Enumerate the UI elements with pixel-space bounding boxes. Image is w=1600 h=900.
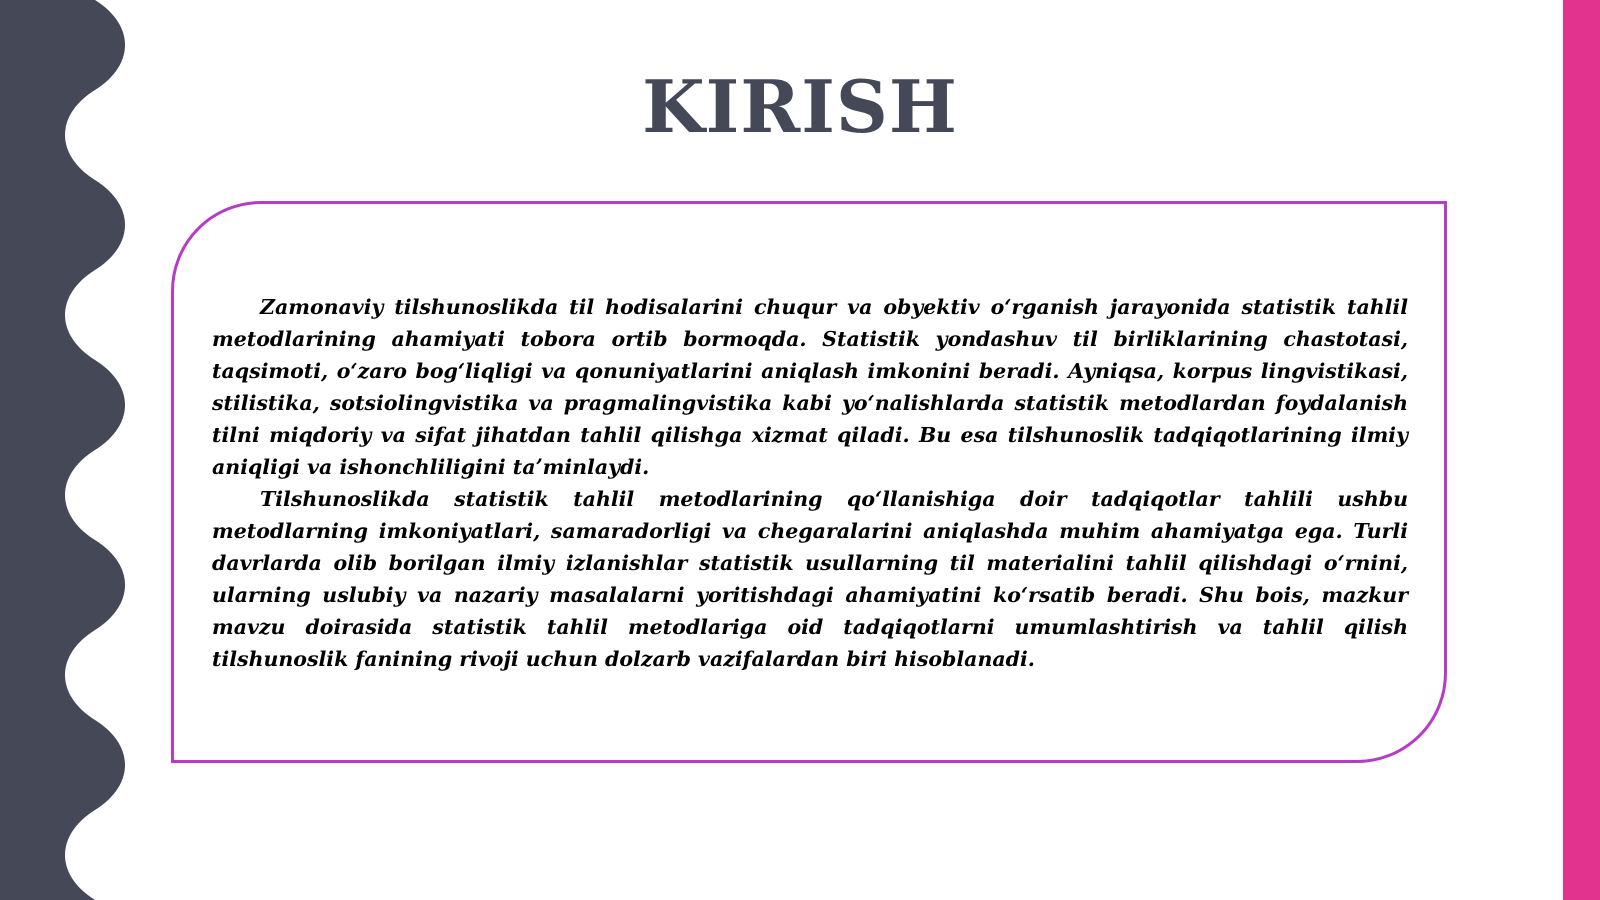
paragraph-2: Tilshunoslikda statistik tahlil metodlarining qoʻllanishiga doir tadqiqotlar tahlili ushbu metodlarning imkoniyatlari, samaradorligi va chegaralarini aniqlashda muhim ahamiyatga ega. Turli davrlarda olib borilgan ilmiy izlanishlar statistik usullarning til materialini tahlil qilishdagi oʻrnini, ularning uslubiy va nazariy masalalarni yoritishdagi ahamiyatini koʻrsatib beradi. Shu bois, mazkur mavzu doirasida statistik tahlil metodlariga oid tadqiqotlarni umumlashtirish va tahlil qilish tilshunoslik fanining rivoji uchun dolzarb vazifalardan biri hisoblanadi. bbox=[212, 487, 1408, 671]
body-text bbox=[212, 291, 1408, 675]
slide-title: KIRISH bbox=[642, 64, 958, 149]
paragraph-1: Zamonaviy tilshunoslikda til hodisalarini chuqur va obyektiv oʻrganish jarayonida statistik tahlil metodlarining ahamiyati tobora ortib bormoqda. Statistik yondashuv til birliklarining chastotasi, taqsimoti, oʻzaro bogʻliqligi va qonuniyatlarini aniqlash imkonini beradi. Ayniqsa, korpus lingvistikasi, stilistika, sotsiolingvistika va pragmalingvistika kabi yoʻnalishlarda statistik metodlardan foydalanish tilni miqdoriy va sifat jihatdan tahlil qilishga xizmat qiladi. Bu esa tilshunoslik tadqiqotlarining ilmiy aniqligi va ishonchliligini taʼminlaydi. bbox=[212, 295, 1408, 479]
